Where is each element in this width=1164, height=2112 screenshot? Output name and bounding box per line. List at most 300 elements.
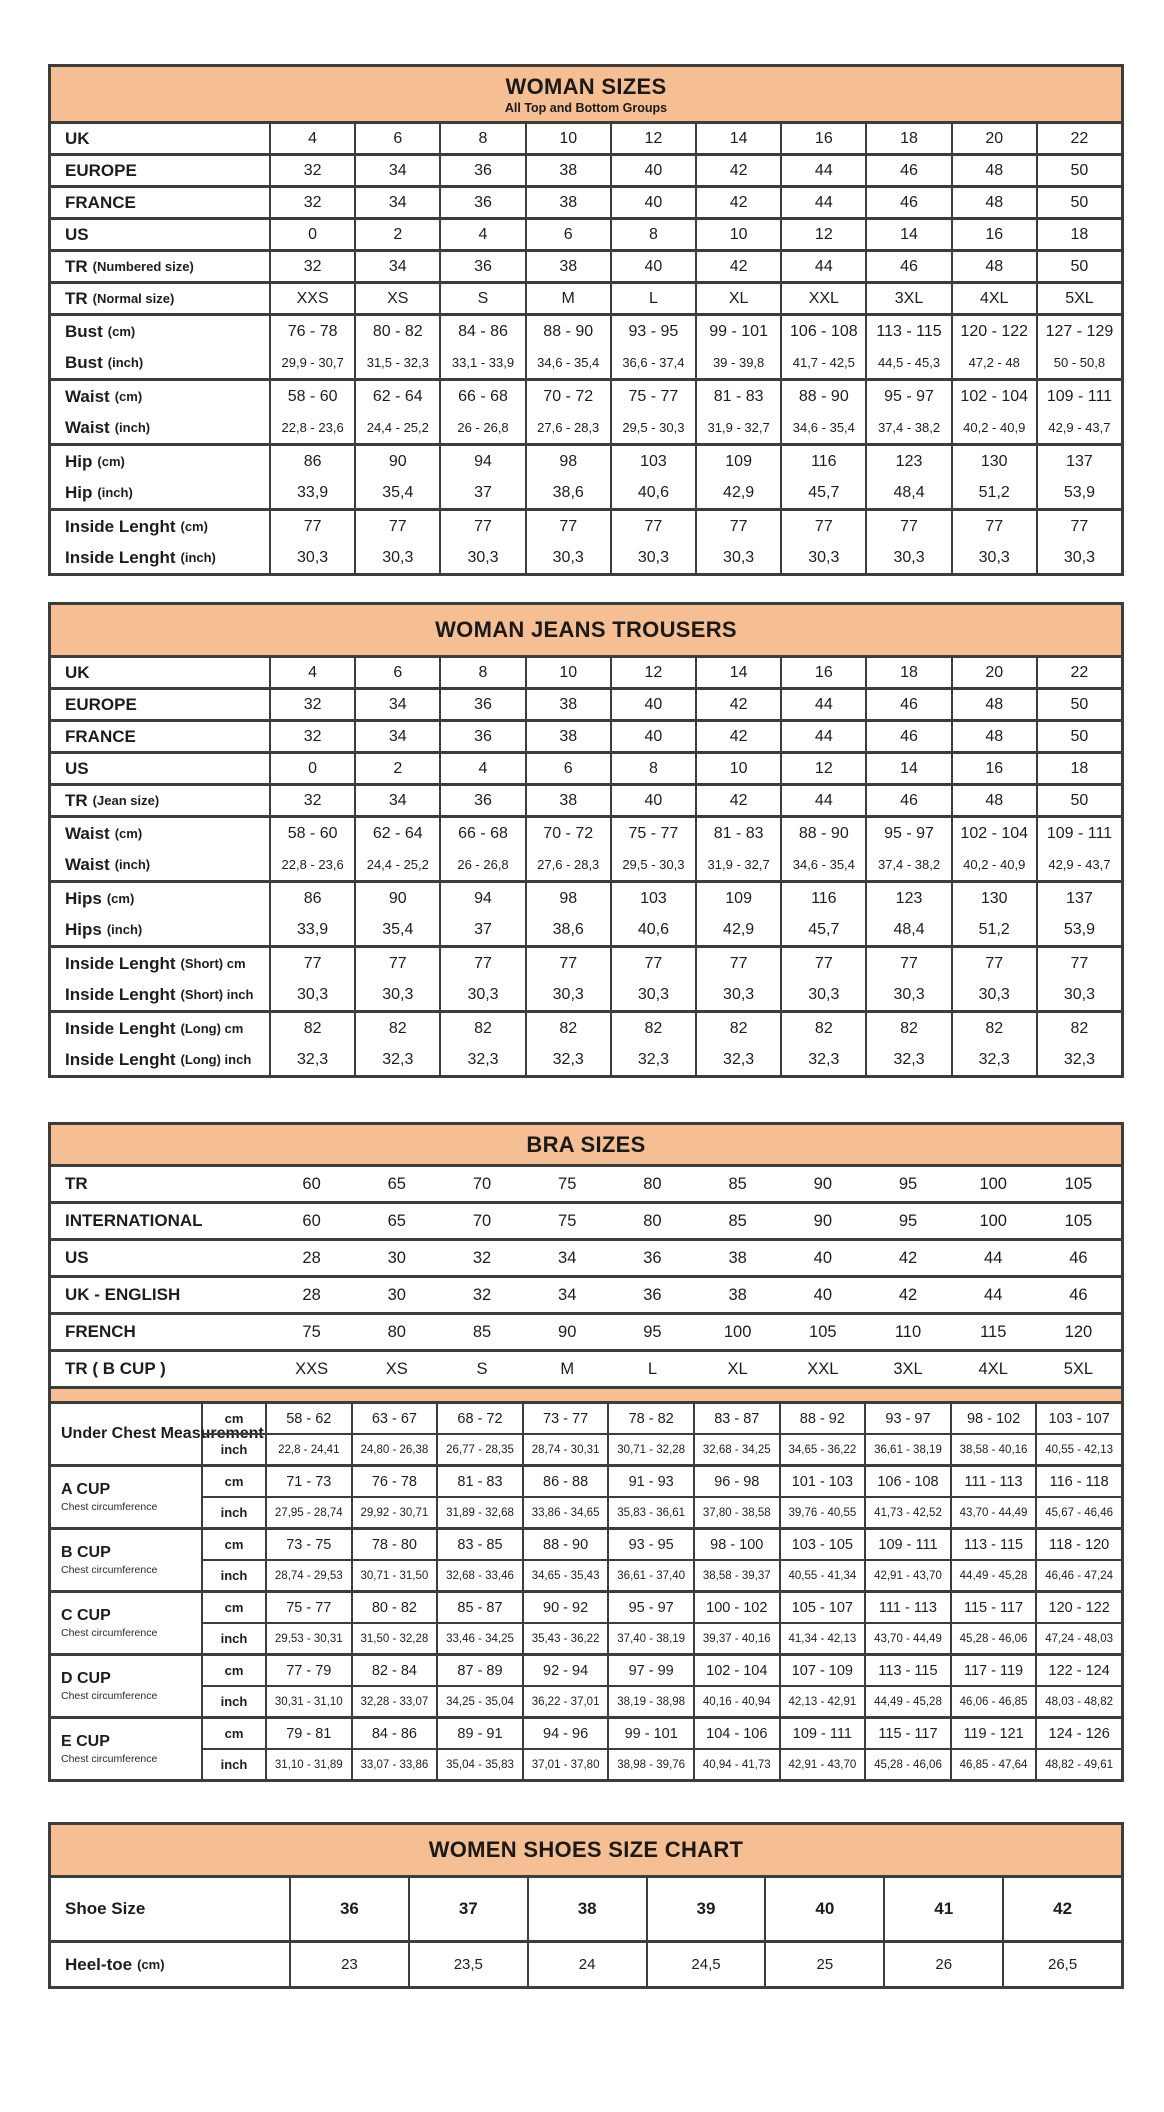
size-value-cell: 98 - 100 <box>693 1530 779 1559</box>
unit-label: cm <box>224 1726 244 1741</box>
size-value-cell: 46 <box>865 690 950 719</box>
size-value-cell: 75 <box>558 1211 577 1230</box>
size-value-cell: 32,3 <box>1036 1044 1121 1075</box>
bra-plain-section <box>51 1167 1121 1386</box>
size-value-cell: 31,9 - 32,7 <box>695 412 780 443</box>
size-value-cell: M <box>560 1359 575 1378</box>
size-value-cell: 50 <box>1036 156 1121 185</box>
size-value-cell: 22,8 - 23,6 <box>269 849 354 880</box>
size-value-cell: 70 <box>472 1211 492 1230</box>
size-value-cell: 34,25 - 35,04 <box>436 1687 522 1716</box>
size-value-cell: 16 <box>951 220 1036 249</box>
table-row <box>51 818 1121 849</box>
size-value-cell: 14 <box>865 754 950 783</box>
cup-label-sub: Chest circumference <box>61 1690 158 1702</box>
cup-label-sub: Chest circumference <box>61 1627 158 1639</box>
size-value-cell: 85 <box>728 1174 747 1193</box>
size-value-cell: 40 <box>610 690 695 719</box>
row-label <box>51 284 269 313</box>
row-label-text: Waist <box>65 417 110 437</box>
size-value-cell: 46 <box>1069 1285 1088 1304</box>
size-value-cell: 33,1 - 33,9 <box>439 347 524 378</box>
size-value-cell: 39,76 - 40,55 <box>779 1498 865 1527</box>
size-value-cell: 46 <box>865 188 950 217</box>
size-value-cell: XXL <box>807 1359 839 1378</box>
size-value-cell: 0 <box>269 754 354 783</box>
size-value-cell: 123 <box>865 883 950 914</box>
table-row <box>203 1404 1121 1433</box>
size-value-cell: 88 - 92 <box>779 1404 865 1433</box>
row-label <box>51 156 269 185</box>
row-label-text: TR <box>65 790 88 810</box>
row-group <box>51 1275 1121 1312</box>
size-value-cell: 2 <box>354 754 439 783</box>
size-value-cell: 29,53 - 30,31 <box>265 1624 351 1653</box>
size-value-cell: 28,74 - 29,53 <box>265 1561 351 1590</box>
row-label-text: UK <box>65 128 90 148</box>
size-value-cell: 91 - 93 <box>607 1467 693 1496</box>
table-header <box>51 605 1121 658</box>
size-value-cell: 50 - 50,8 <box>1036 347 1121 378</box>
size-value-cell: 33,9 <box>269 477 354 508</box>
row-group <box>51 249 1121 281</box>
size-value-cell: 92 - 94 <box>522 1656 608 1685</box>
size-value-cell: 44,5 - 45,3 <box>865 347 950 378</box>
size-value-cell: 118 - 120 <box>1035 1530 1121 1559</box>
size-value-cell: 42 <box>695 722 780 751</box>
size-value-cell: 82 <box>354 1013 439 1044</box>
size-value-cell: 41,7 - 42,5 <box>780 347 865 378</box>
size-value-cell: XL <box>727 1359 748 1378</box>
size-value-cell: 40,2 - 40,9 <box>951 849 1036 880</box>
size-value-cell: 42 <box>695 252 780 281</box>
size-value-cell: 3XL <box>893 1359 923 1378</box>
size-value-cell: 42,9 <box>695 477 780 508</box>
size-value-cell: 42,91 - 43,70 <box>779 1750 865 1779</box>
size-value-cell: 80 <box>643 1211 662 1230</box>
size-value-cell: 25 <box>764 1943 883 1986</box>
size-value-cell: 65 <box>387 1211 406 1230</box>
size-value-cell: 44 <box>780 188 865 217</box>
table-row <box>203 1622 1121 1653</box>
size-value-cell: 26,5 <box>1002 1943 1121 1986</box>
row-label-text: US <box>65 224 89 244</box>
size-value-cell: 30 <box>387 1285 406 1304</box>
size-value-cell: 115 <box>980 1322 1007 1341</box>
size-value-cell: 105 <box>1064 1211 1093 1230</box>
size-value-cell: 105 - 107 <box>779 1593 865 1622</box>
size-value-cell: 88 - 90 <box>780 381 865 412</box>
table-row <box>51 412 1121 443</box>
size-value-cell: 77 - 79 <box>265 1656 351 1685</box>
table-row <box>51 188 1121 217</box>
row-label-note: (Jean size) <box>92 793 160 808</box>
size-value-cell: 130 <box>951 883 1036 914</box>
size-value-cell: 36 <box>643 1285 662 1304</box>
row-label-text: FRENCH <box>65 1322 136 1341</box>
row-label <box>51 1878 289 1940</box>
table-row <box>203 1593 1121 1622</box>
row-group <box>51 783 1121 815</box>
table-row <box>51 220 1121 249</box>
row-group <box>51 1167 1121 1201</box>
size-value-cell: 77 <box>695 948 780 979</box>
row-label-note: (cm) <box>107 324 136 339</box>
size-value-cell: 82 - 84 <box>351 1656 437 1685</box>
table-row <box>203 1719 1121 1748</box>
size-value-cell: 110 <box>894 1322 922 1341</box>
row-label <box>51 754 269 783</box>
cup-label-text: A CUP <box>61 1481 111 1498</box>
size-value-cell: 8 <box>439 658 524 687</box>
size-value-cell: 33,86 - 34,65 <box>522 1498 608 1527</box>
bra-sizes-table <box>48 1122 1124 1782</box>
table-row <box>51 1044 1121 1075</box>
size-value-cell: 82 <box>610 1013 695 1044</box>
unit-label: inch <box>220 1568 248 1583</box>
size-value-cell: 30,3 <box>865 979 950 1010</box>
size-value-cell: 24,5 <box>646 1943 765 1986</box>
size-value-cell: 103 - 105 <box>779 1530 865 1559</box>
size-value-cell: 34 <box>354 722 439 751</box>
size-value-cell: 3XL <box>865 284 950 313</box>
size-value-cell: 105 <box>809 1322 837 1341</box>
size-value-cell: 37,4 - 38,2 <box>865 849 950 880</box>
size-value-cell: 38 <box>525 722 610 751</box>
row-label-note: (inch) <box>107 355 144 370</box>
size-value-cell: 32,3 <box>439 1044 524 1075</box>
size-value-cell: 32 <box>269 690 354 719</box>
row-label-text: Bust <box>65 352 103 372</box>
size-value-cell: 106 - 108 <box>864 1467 950 1496</box>
size-value-cell: 48 <box>951 156 1036 185</box>
row-label <box>51 1204 269 1238</box>
size-value-cell: 36 <box>439 786 524 815</box>
size-value-cell: 89 - 91 <box>436 1719 522 1748</box>
size-value-cell: 36 <box>439 188 524 217</box>
size-value-cell: 40 <box>813 1285 832 1304</box>
size-value-cell: 40 <box>610 786 695 815</box>
row-group <box>51 658 1121 687</box>
size-value-cell: 40 <box>610 188 695 217</box>
size-value-cell: 2 <box>354 220 439 249</box>
row-group <box>51 1312 1121 1349</box>
size-value-cell: 50 <box>1036 252 1121 281</box>
size-value-cell: 77 <box>439 511 524 542</box>
table-row <box>51 883 1121 914</box>
size-value-cell: 32,3 <box>610 1044 695 1075</box>
size-value-cell: 77 <box>525 511 610 542</box>
size-value-cell: 40 <box>610 252 695 281</box>
cup-label <box>51 1656 203 1716</box>
size-value-cell: 82 <box>269 1013 354 1044</box>
unit-label: cm <box>224 1600 244 1615</box>
size-value-cell: 102 - 104 <box>951 381 1036 412</box>
cup-label-sub: Chest circumference <box>61 1564 158 1576</box>
row-group <box>51 687 1121 719</box>
row-group <box>51 313 1121 378</box>
size-value-cell: 42,9 - 43,7 <box>1036 849 1121 880</box>
size-value-cell: 80 <box>643 1174 662 1193</box>
table-row <box>51 722 1121 751</box>
size-value-cell: 42,91 - 43,70 <box>864 1561 950 1590</box>
size-value-cell: 70 - 72 <box>525 818 610 849</box>
size-value-cell: 42 <box>695 156 780 185</box>
size-value-cell: 32,3 <box>951 1044 1036 1075</box>
table-row <box>203 1656 1121 1685</box>
size-value-cell: 48,4 <box>865 477 950 508</box>
size-value-cell: 32,3 <box>269 1044 354 1075</box>
size-value-cell: 38 <box>525 252 610 281</box>
size-value-cell: 80 - 82 <box>354 316 439 347</box>
size-value-cell: 86 <box>269 883 354 914</box>
unit-label: inch <box>220 1442 248 1457</box>
size-value-cell: 26 - 26,8 <box>439 849 524 880</box>
size-value-cell: XL <box>695 284 780 313</box>
row-label-note: (Short) cm <box>180 956 246 971</box>
size-value-cell: 48 <box>951 786 1036 815</box>
size-value-cell: 117 - 119 <box>950 1656 1036 1685</box>
size-value-cell: 6 <box>525 754 610 783</box>
row-label-text: Waist <box>65 854 110 874</box>
size-value-cell: 90 <box>813 1211 832 1230</box>
size-value-cell: 86 <box>269 446 354 477</box>
size-value-cell: 95 <box>898 1211 918 1230</box>
size-value-cell: 48,4 <box>865 914 950 945</box>
size-value-cell: 116 - 118 <box>1035 1467 1121 1496</box>
size-value-cell: 37 <box>439 477 524 508</box>
cup-rows <box>203 1467 1121 1527</box>
size-value-cell: 41 <box>883 1878 1002 1940</box>
size-value-cell: 24,4 - 25,2 <box>354 849 439 880</box>
size-value-cell: 30,3 <box>780 542 865 573</box>
size-value-cell: 75 <box>302 1322 321 1341</box>
row-group <box>51 751 1121 783</box>
size-value-cell: 48 <box>951 690 1036 719</box>
size-value-cell: 46,06 - 46,85 <box>950 1687 1036 1716</box>
size-value-cell: 88 - 90 <box>780 818 865 849</box>
size-value-cell: 83 - 87 <box>693 1404 779 1433</box>
size-value-cell: 42,13 - 42,91 <box>779 1687 865 1716</box>
size-value-cell: 93 - 95 <box>607 1530 693 1559</box>
size-value-cell: 34,6 - 35,4 <box>780 849 865 880</box>
size-value-cell: 116 <box>780 446 865 477</box>
size-value-cell: 32,3 <box>780 1044 865 1075</box>
size-value-cell: 14 <box>695 658 780 687</box>
row-label <box>51 477 269 508</box>
row-label-note: (cm) <box>106 891 135 906</box>
size-value-cell: 38 <box>728 1248 747 1267</box>
size-value-cell: 10 <box>525 658 610 687</box>
size-value-cell: 111 - 113 <box>864 1593 950 1622</box>
size-value-cell: 30,3 <box>610 542 695 573</box>
size-value-cell: 51,2 <box>951 477 1036 508</box>
size-value-cell: 115 - 117 <box>864 1719 950 1748</box>
cup-rows <box>203 1530 1121 1590</box>
cup-label-text: Under Chest Measurement <box>61 1425 264 1442</box>
size-value-cell: 44,49 - 45,28 <box>864 1687 950 1716</box>
size-value-cell: 42 <box>898 1248 918 1267</box>
size-value-cell: 124 - 126 <box>1035 1719 1121 1748</box>
row-label <box>51 786 269 815</box>
size-value-cell: 77 <box>1036 511 1121 542</box>
size-value-cell: S <box>476 1359 488 1378</box>
size-value-cell: 82 <box>951 1013 1036 1044</box>
size-value-cell: 95 - 97 <box>865 381 950 412</box>
size-value-cell: 46 <box>865 252 950 281</box>
row-label <box>51 347 269 378</box>
size-value-cell: 38 <box>525 786 610 815</box>
size-value-cell: 38 <box>525 156 610 185</box>
size-value-cell: 36 <box>439 156 524 185</box>
size-value-cell: 29,5 - 30,3 <box>610 412 695 443</box>
cup-label <box>51 1467 203 1527</box>
unit-label: cm <box>224 1537 244 1552</box>
size-value-cell: 130 <box>951 446 1036 477</box>
row-label <box>51 124 269 153</box>
row-group <box>51 378 1121 443</box>
size-value-cell: 30,3 <box>354 979 439 1010</box>
size-value-cell: 98 - 102 <box>950 1404 1036 1433</box>
size-value-cell: 39 - 39,8 <box>695 347 780 378</box>
size-value-cell: 30 <box>387 1248 406 1267</box>
size-value-cell: 23,5 <box>408 1943 527 1986</box>
row-label-text: TR <box>65 1174 88 1193</box>
size-value-cell: 94 <box>439 883 524 914</box>
size-value-cell: 103 - 107 <box>1035 1404 1121 1433</box>
table-title: BRA SIZES <box>526 1132 646 1157</box>
row-group <box>51 945 1121 1010</box>
size-value-cell: 36 <box>439 722 524 751</box>
size-value-cell: 45,28 - 46,06 <box>950 1624 1036 1653</box>
cup-group <box>51 1653 1121 1716</box>
size-value-cell: 22,8 - 24,41 <box>265 1435 351 1464</box>
size-value-cell: 77 <box>865 511 950 542</box>
size-value-cell: 29,5 - 30,3 <box>610 849 695 880</box>
size-value-cell: 100 <box>979 1174 1007 1193</box>
row-label-note: (inch) <box>180 550 216 565</box>
size-value-cell: 40,16 - 40,94 <box>693 1687 779 1716</box>
row-group <box>51 443 1121 508</box>
row-label <box>51 412 269 443</box>
size-value-cell: 104 - 106 <box>693 1719 779 1748</box>
size-value-cell: 31,50 - 32,28 <box>351 1624 437 1653</box>
size-value-cell: 77 <box>1036 948 1121 979</box>
size-value-cell: 42 <box>1002 1878 1121 1940</box>
table-row <box>51 979 1121 1010</box>
table-row <box>203 1433 1121 1464</box>
cup-label-sub: Chest circumference <box>61 1753 158 1765</box>
size-value-cell: 26 - 26,8 <box>439 412 524 443</box>
row-label-note: (Long) inch <box>180 1052 252 1067</box>
size-value-cell: 81 - 83 <box>695 818 780 849</box>
size-value-cell: 34 <box>354 156 439 185</box>
row-label <box>51 1315 269 1349</box>
row-label-text: US <box>65 1248 89 1267</box>
row-label-text: Waist <box>65 386 110 406</box>
size-value-cell: 90 <box>354 883 439 914</box>
size-value-cell: 96 - 98 <box>693 1467 779 1496</box>
size-value-cell: 82 <box>1036 1013 1121 1044</box>
size-value-cell: 95 <box>643 1322 662 1341</box>
size-value-cell: 79 - 81 <box>265 1719 351 1748</box>
size-value-cell: 40,55 - 41,34 <box>779 1561 865 1590</box>
size-value-cell: 66 - 68 <box>439 818 524 849</box>
size-value-cell: 8 <box>610 220 695 249</box>
size-value-cell: 75 - 77 <box>610 818 695 849</box>
size-value-cell: 62 - 64 <box>354 818 439 849</box>
size-value-cell: 43,70 - 44,49 <box>864 1624 950 1653</box>
table-row <box>51 948 1121 979</box>
row-label-note: (Short) inch <box>180 987 254 1002</box>
size-value-cell: 6 <box>525 220 610 249</box>
size-value-cell: 36,61 - 37,40 <box>607 1561 693 1590</box>
size-value-cell: 63 - 67 <box>351 1404 437 1433</box>
row-group <box>51 815 1121 880</box>
size-value-cell: 40,6 <box>610 914 695 945</box>
size-value-cell: 45,28 - 46,06 <box>864 1750 950 1779</box>
size-value-cell: 10 <box>525 124 610 153</box>
cup-label-sub: Chest circumference <box>61 1501 158 1513</box>
size-value-cell: 46 <box>865 786 950 815</box>
size-value-cell: 127 - 129 <box>1036 316 1121 347</box>
size-value-cell: 29,9 - 30,7 <box>269 347 354 378</box>
size-value-cell: 120 - 122 <box>951 316 1036 347</box>
row-label-text: Hip <box>65 482 93 502</box>
row-label-text: FRANCE <box>65 192 136 212</box>
row-label <box>51 316 269 347</box>
table-row <box>51 284 1121 313</box>
size-value-cell: 27,6 - 28,3 <box>525 849 610 880</box>
row-group <box>51 880 1121 945</box>
size-value-cell: 84 - 86 <box>351 1719 437 1748</box>
size-value-cell: M <box>525 284 610 313</box>
row-label-text: INTERNATIONAL <box>65 1211 203 1230</box>
row-group <box>51 281 1121 313</box>
row-label <box>51 979 269 1010</box>
size-value-cell: 6 <box>354 124 439 153</box>
table-row <box>51 786 1121 815</box>
size-value-cell: 47,2 - 48 <box>951 347 1036 378</box>
size-value-cell: 82 <box>439 1013 524 1044</box>
size-value-cell: 39,37 - 40,16 <box>693 1624 779 1653</box>
size-value-cell: 99 - 101 <box>607 1719 693 1748</box>
size-value-cell: 77 <box>780 511 865 542</box>
size-value-cell: 32 <box>269 252 354 281</box>
table-row <box>51 446 1121 477</box>
size-value-cell: 34 <box>354 188 439 217</box>
table-row <box>51 252 1121 281</box>
table-row <box>51 124 1121 153</box>
row-label-text: Inside Lenght <box>65 1049 176 1069</box>
size-value-cell: 76 - 78 <box>269 316 354 347</box>
row-label-note: (cm) <box>114 826 143 841</box>
size-value-cell: 35,83 - 36,61 <box>607 1498 693 1527</box>
size-value-cell: 5XL <box>1063 1359 1094 1378</box>
size-value-cell: 77 <box>780 948 865 979</box>
size-value-cell: 109 - 111 <box>779 1719 865 1748</box>
size-value-cell: 80 - 82 <box>351 1593 437 1622</box>
row-label <box>51 1278 269 1312</box>
woman-sizes-table <box>48 64 1124 576</box>
size-value-cell: 75 - 77 <box>610 381 695 412</box>
row-label-text: Hips <box>65 888 102 908</box>
row-label <box>51 658 269 687</box>
size-value-cell: 40 <box>764 1878 883 1940</box>
size-value-cell: 101 - 103 <box>779 1467 865 1496</box>
size-value-cell: 30,3 <box>610 979 695 1010</box>
row-label-note: (inch) <box>106 922 143 937</box>
